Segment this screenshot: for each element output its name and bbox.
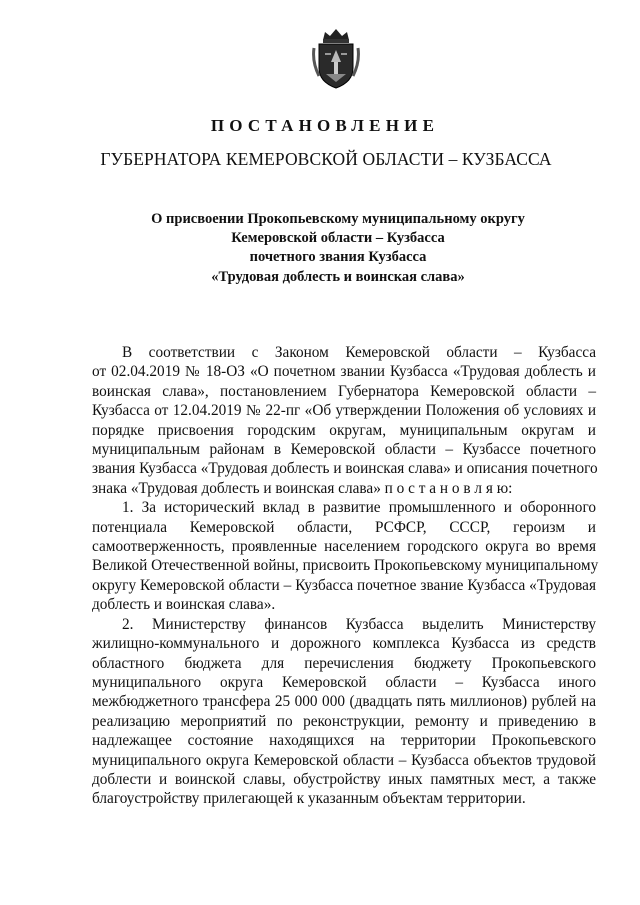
text-line: знака «Трудовая доблесть и воинская слава» п о с т а н о в л я ю: xyxy=(92,479,513,497)
text-line: доблести и воинской славы, обустройству иных памятных мест, а также xyxy=(92,770,596,788)
text-line: доблесть и воинская слава». xyxy=(92,596,276,614)
text-line: звания Кузбасса «Трудовая доблесть и воинская слава» и описания почетного xyxy=(92,460,598,478)
coat-of-arms-icon xyxy=(311,28,361,90)
text-line: округу Кемеровской области – Кузбасса почетное звание Кузбасса «Трудовая xyxy=(92,576,596,594)
document-subject xyxy=(0,210,640,287)
text-line: воинская слава», постановлением Губернатора Кемеровской области – xyxy=(92,382,596,400)
document-body xyxy=(92,343,599,809)
text-line: Кузбасса от 12.04.2019 № 22-пг «Об утверждении Положения об условиях и xyxy=(92,402,596,420)
text-line: потенциала Кемеровской области, РСФСР, СССР, героизм и xyxy=(92,518,596,536)
document-type-heading: ПОСТАНОВЛЕНИЕ xyxy=(210,116,440,135)
text-line: межбюджетного трансфера 25 000 000 (двадцать пять миллионов) рублей на xyxy=(92,693,596,711)
text-line: 2. Министерству финансов Кузбасса выделить Министерству xyxy=(122,615,596,633)
text-line: муниципальным районам в Кемеровской области – Кузбассе почетного xyxy=(92,441,596,459)
item-1-paragraph xyxy=(92,498,599,614)
subject-line: О присвоении Прокопьевскому муниципальному округу xyxy=(151,211,525,227)
text-line: реализацию мероприятий по реконструкции, ремонту и приведению в xyxy=(92,712,596,730)
text-line: порядке присвоения городским округам, муниципальным округам и xyxy=(92,421,596,439)
subject-line: Кемеровской области – Кузбасса xyxy=(231,230,445,247)
text-line: 1. За исторический вклад в развитие промышленного и оборонного xyxy=(122,499,596,517)
text-line: самоотверженность, проявленные населением городского округа во время xyxy=(92,538,596,556)
issuing-authority: ГУБЕРНАТОРА КЕМЕРОВСКОЙ ОБЛАСТИ – КУЗБАССА xyxy=(100,149,552,169)
text-line: областного бюджета для перечисления бюджету Прокопьевского xyxy=(92,654,596,672)
subject-line: «Трудовая доблесть и воинская слава» xyxy=(211,268,465,285)
text-line: муниципального округа Кемеровской области – Кузбасса иного xyxy=(92,673,596,691)
item-2-paragraph xyxy=(92,615,596,809)
subject-line: почетного звания Кузбасса xyxy=(249,249,427,266)
text-line: Великой Отечественной войны, присвоить Прокопьевскому муниципальному xyxy=(92,557,599,575)
text-line: В соответствии с Законом Кемеровской области – Кузбасса xyxy=(122,344,596,361)
text-line: от 02.04.2019 № 18-ОЗ «О почетном звании Кузбасса «Трудовая доблесть и xyxy=(92,363,596,381)
text-line: жилищно-коммунального и дорожного комплекса Кузбасса из средств xyxy=(92,635,596,653)
text-line: муниципального округа Кемеровской области – Кузбасса объектов трудовой xyxy=(92,751,596,769)
preamble-paragraph xyxy=(92,343,596,498)
text-line: благоустройству прилегающей к указанным объектам территории. xyxy=(92,790,526,808)
text-line: надлежащее состояние находящихся на территории Прокопьевского xyxy=(92,732,596,750)
